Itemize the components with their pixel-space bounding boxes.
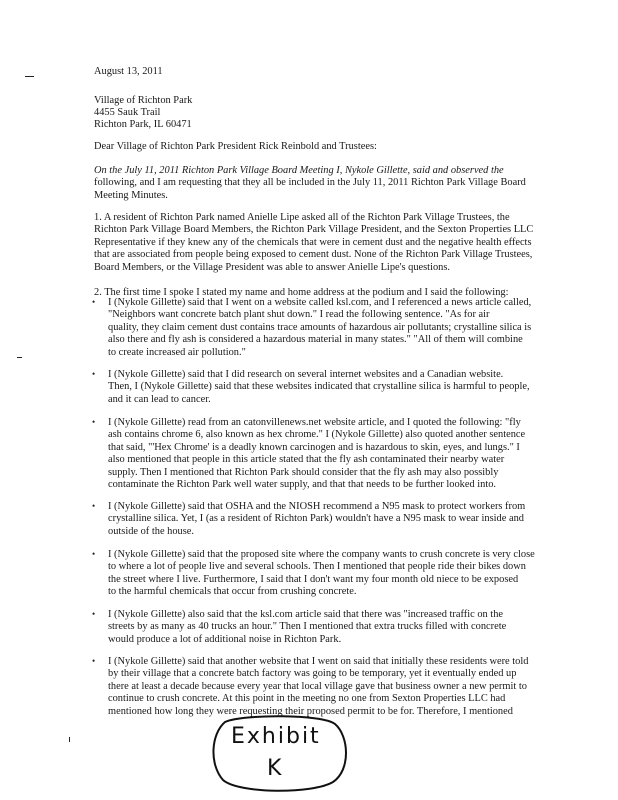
- bullet-item-1: [108, 297, 531, 359]
- bullet-line: I (Nykole Gillette) said that I went on a website called ksl.com, and I referenced a news article called,: [108, 297, 532, 308]
- bullet-line: supply. Then I mentioned that Richton Park should consider that the fly ash may also possibly: [108, 466, 499, 478]
- margin-mark-top: [25, 76, 34, 77]
- intro-paragraph: [94, 165, 526, 202]
- bullet-line: streets by as many as 40 trucks an hour." Then I mentioned that extra trucks filled with concrete: [108, 621, 507, 633]
- bullet-line: that said, "'Hex Chrome' is a deadly known carcinogen and is hazardous to skin, eyes, and lungs." I: [108, 441, 520, 453]
- bullet-line: quality, they claim cement dust contains trace amounts of hazardous air pollutants; crystalline silica is: [108, 321, 532, 333]
- bullet-item-5: [108, 549, 535, 599]
- margin-mark-bottom: [69, 737, 70, 742]
- bullet-line: I (Nykole Gillette) said that OSHA and the NIOSH recommend a N95 mask to protect workers from: [108, 501, 526, 512]
- exhibit-letter: K: [267, 756, 284, 781]
- bullet-marker: •: [92, 501, 96, 511]
- bullet-line: continue to crush concrete. At this point in the meeting no one from Sexton Properties LLC had: [108, 693, 506, 705]
- bullet-marker: •: [92, 656, 96, 666]
- item-1-line: 1. A resident of Richton Park named Anielle Lipe asked all of the Richton Park Village Trustees, the: [94, 212, 510, 223]
- item-1-line: Representative if they knew any of the chemicals that were in cement dust and the negative health effects: [94, 236, 532, 248]
- exhibit-label: Exhibit: [231, 724, 321, 749]
- bullet-line: also there and fly ash is considered a hazardous material in many states." "All of them will combine: [108, 334, 523, 346]
- bullet-line: I (Nykole Gillette) also said that the ksl.com article said that there was "increased traffic on the: [108, 609, 504, 620]
- bullet-line: and it can lead to cancer.: [108, 393, 211, 405]
- bullet-line: I (Nykole Gillette) said that another website that I went on said that initially these residents were told: [108, 656, 529, 667]
- bullet-item-2: [108, 369, 530, 406]
- item-2-intro: 2. The first time I spoke I stated my name and home address at the podium and I said the following:: [94, 287, 509, 298]
- intro-line: Meeting Minutes.: [94, 189, 168, 201]
- bullet-line: would produce a lot of additional noise in Richton Park.: [108, 633, 342, 645]
- recipient-line-3: Richton Park, IL 60471: [94, 119, 192, 130]
- bullet-line: by their village that a concrete batch factory was going to be temporary, yet it eventually ended up: [108, 668, 517, 680]
- bullet-item-7: [108, 656, 528, 718]
- item-1-line: Richton Park Village Board Members, the Richton Park Village President, and the Sexton Properties LLC: [94, 224, 534, 236]
- exhibit-stamp: [203, 712, 353, 794]
- bullet-line: there at least a decade because every year that local village gave that business owner a new permit to: [108, 680, 527, 692]
- bullet-line: to the harmful chemicals that occur from crushing concrete.: [108, 586, 357, 598]
- intro-line: following, and I am requesting that they all be included in the July 11, 2011 Richton Park Village Board: [94, 177, 526, 189]
- bullet-marker: •: [92, 549, 96, 559]
- bullet-line: "Neighbors want concrete batch plant shut down." I read the following sentence. "As for air: [108, 309, 490, 321]
- bullet-line: Then, I (Nykole Gillette) said that these websites indicated that crystalline silica is harmful to people,: [108, 381, 530, 393]
- bullet-line: to create increased air pollution.": [108, 346, 246, 358]
- bullet-line: I (Nykole Gillette) said that I did research on several internet websites and a Canadian website.: [108, 369, 504, 380]
- bullet-line: crystalline silica. Yet, I (as a resident of Richton Park) wouldn't have a N95 mask to wear inside and: [108, 513, 524, 525]
- bullet-line: outside of the house.: [108, 525, 194, 537]
- bullet-item-3: [108, 417, 525, 491]
- item-1-line: Board Members, or the Village President was able to answer Anielle Lipe's questions.: [94, 261, 450, 273]
- bullet-item-6: [108, 609, 506, 646]
- salutation: Dear Village of Richton Park President Rick Reinbold and Trustees:: [94, 141, 377, 152]
- recipient-line-2: 4455 Sauk Trail: [94, 107, 161, 118]
- bullet-line: mentioned how long they were requesting their proposed permit to be for. Therefore, I mentioned: [108, 705, 513, 717]
- bullet-marker: •: [92, 369, 96, 379]
- item-1-line: that are associated from people being exposed to cement dust. None of the Richton Park Village Trustees,: [94, 249, 533, 261]
- bullet-line: I (Nykole Gillette) said that the proposed site where the company wants to crush concrete is very close: [108, 549, 535, 560]
- recipient-line-1: Village of Richton Park: [94, 95, 193, 106]
- bullet-line: the street where I live. Furthermore, I said that I don't want my four month old niece to be exposed: [108, 573, 519, 585]
- bullet-line: contaminate the Richton Park well water supply, and that that needs to be further looked into.: [108, 479, 497, 491]
- bullet-line: also mentioned that people in this article stated that the fly ash contaminated their nearby water: [108, 454, 505, 466]
- bullet-marker: •: [92, 297, 96, 307]
- bullet-marker: •: [92, 417, 96, 427]
- bullet-item-4: [108, 501, 525, 538]
- bullet-line: to where a lot of people live and several schools. Then I mentioned that people ride their bikes down: [108, 561, 526, 573]
- letter-date: August 13, 2011: [94, 66, 163, 77]
- bullet-line: I (Nykole Gillette) read from an catonvillenews.net website article, and I quoted the following: "fly: [108, 417, 521, 428]
- bullet-marker: •: [92, 609, 96, 619]
- item-1-paragraph: [94, 212, 533, 274]
- margin-mark-mid: [17, 357, 22, 358]
- bullet-line: ash contains chrome 6, also known as hex chrome." I (Nykole Gillette) also quoted another sentence: [108, 429, 526, 441]
- intro-line: On the July 11, 2011 Richton Park Village Board Meeting I, Nykole Gillette, said and observed the: [94, 165, 504, 176]
